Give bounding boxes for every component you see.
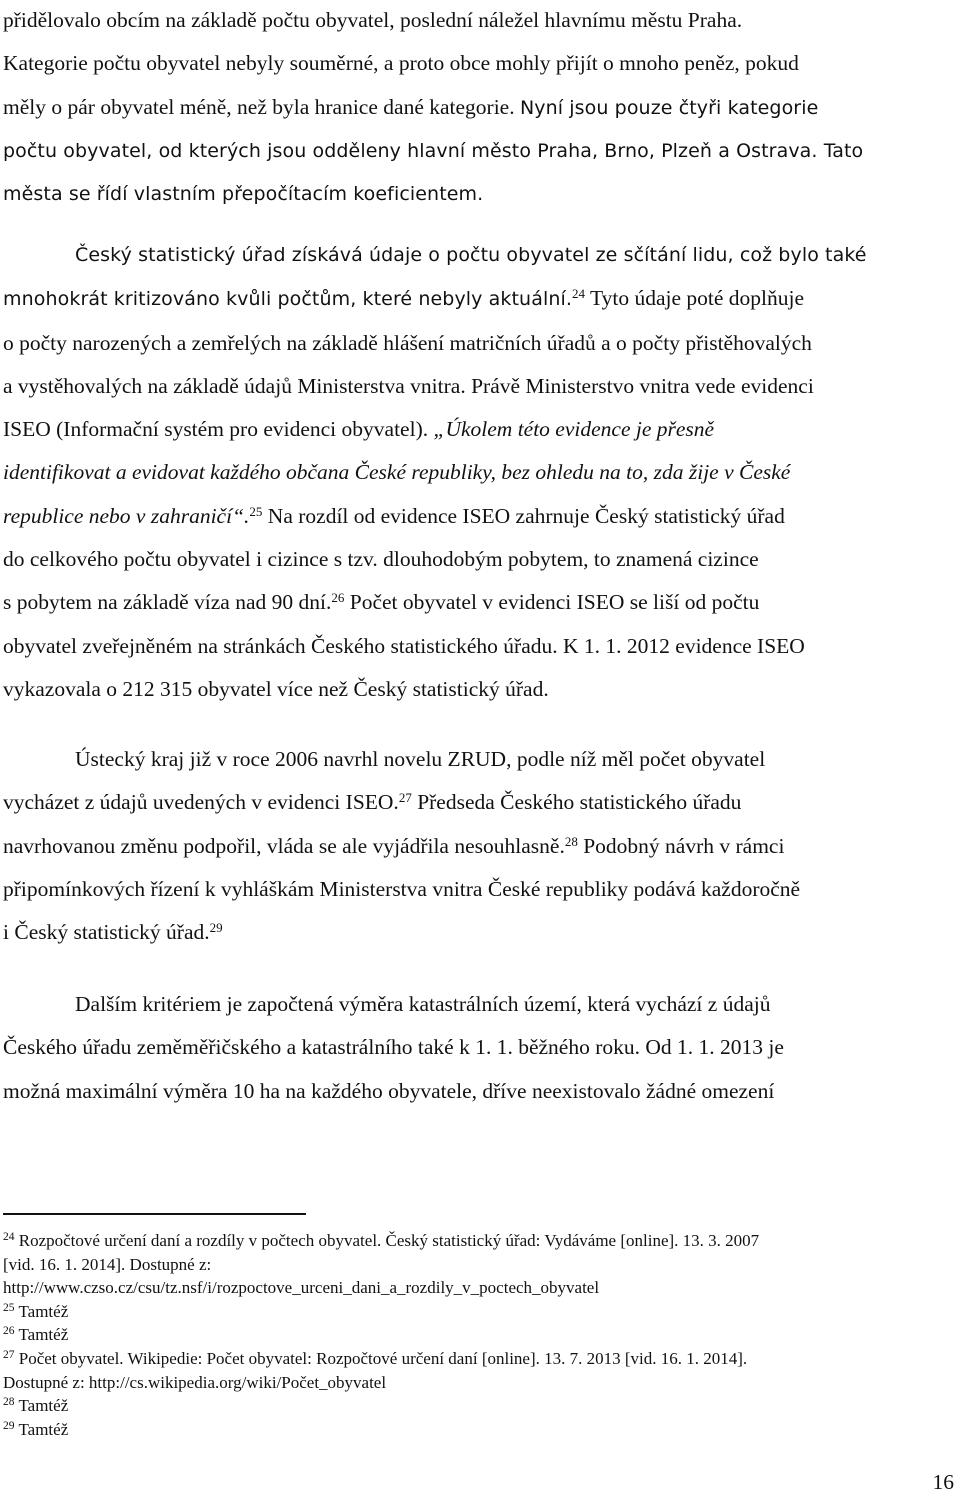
text-span: vycházet z údajů uvedených v evidenci ISEO. — [3, 790, 399, 815]
footnote-number: 28 — [3, 1396, 15, 1409]
text-line — [3, 86, 958, 130]
footnote-ref-29[interactable]: 29 — [209, 920, 223, 936]
text-span: mnohokrát kritizováno kvůli počtům, které nebyly aktuální. — [3, 288, 572, 311]
text-span: Předseda Českého statistického úřadu — [411, 790, 742, 815]
paragraph-3 — [3, 738, 958, 954]
quote-close: “. — [232, 503, 250, 528]
text-line — [3, 581, 958, 624]
text-line: do celkového počtu obyvatel i cizince s tzv. dlouhodobým pobytem, to znamená cizince — [3, 547, 759, 572]
footnote-separator — [3, 1213, 306, 1215]
text-line: Kategorie počtu obyvatel nebyly souměrné, a proto obce mohly přijít o mnoho peněz, pokud — [3, 51, 799, 76]
text-span: Počet obyvatel v evidenci ISEO se liší od počtu — [344, 590, 760, 615]
quote-text: republice nebo v zahraničí — [3, 503, 233, 528]
text-line — [3, 408, 958, 451]
page-number: 16 — [932, 1470, 954, 1494]
text-line: Český statistický úřad získává údaje o počtu obyvatel ze sčítání lidu, což bylo také — [75, 244, 867, 266]
text-span: Tyto údaje poté doplňuje — [584, 286, 805, 311]
text-line: Ústecký kraj již v roce 2006 navrhl novelu ZRUD, podle níž měl počet obyvatel — [75, 747, 766, 771]
text-line: přidělovalo obcím na základě počtu obyvatel, poslední náležel hlavnímu městu Praha. — [3, 8, 743, 32]
paragraph-1 — [3, 0, 958, 216]
text-span: ISEO (Informační systém pro evidenci obyvatel). — [3, 417, 434, 442]
footnote-28 — [3, 1394, 958, 1418]
footnote-ref-24[interactable]: 24 — [571, 286, 585, 302]
paragraph-4 — [3, 983, 958, 1113]
footnote-number: 29 — [3, 1419, 15, 1432]
text-line: města se řídí vlastním přepočítacím koeficientem. — [3, 183, 484, 206]
quote-text: identifikovat a evidovat každého občana České republiky, bez ohledu na to, zda žije v České — [3, 460, 791, 485]
text-line — [3, 495, 958, 538]
text-line: možná maximální výměra 10 ha na každého obyvatele, dříve neexistovalo žádné omezení — [3, 1078, 775, 1103]
text-line — [3, 451, 958, 494]
footnote-ref-25[interactable]: 25 — [249, 503, 263, 519]
text-line: Českého úřadu zeměměřičského a katastrálního také k 1. 1. běžného roku. Od 1. 1. 2013 je — [3, 1035, 784, 1060]
footnote-text: Rozpočtové určení daní a rozdíly v počtech obyvatel. Český statistický úřad: Vydáváme [online]. 13. 3. 2007 — [18, 1231, 760, 1250]
footnote-ref-27[interactable]: 27 — [398, 790, 412, 806]
footnote-text: Počet obyvatel. Wikipedie: Počet obyvatel: Rozpočtové určení daní [online]. 13. 7. 2013 [vid. 16. 1. 2014]. — [18, 1348, 748, 1368]
footnote-27-link[interactable]: Dostupné z: http://cs.wikipedia.org/wiki/Počet_obyvatel — [3, 1372, 387, 1392]
footnote-text: Tamtéž — [18, 1396, 69, 1416]
footnote-26 — [3, 1323, 958, 1347]
paragraph-2 — [3, 234, 958, 711]
text-span: Nyní jsou pouze čtyři kategorie — [519, 96, 819, 119]
footnote-number: 25 — [3, 1301, 15, 1314]
text-line — [3, 365, 958, 408]
footnote-29 — [3, 1418, 958, 1442]
text-line: vykazovala o 212 315 obyvatel více než Český statistický úřad. — [3, 676, 549, 701]
footnote-ref-28[interactable]: 28 — [564, 833, 578, 849]
text-span: a vystěhovalých na základě údajů Ministerstva vnitra. — [3, 373, 472, 398]
text-line — [3, 781, 958, 824]
footnote-25 — [3, 1300, 958, 1324]
text-span: navrhovanou změnu podpořil, vláda se ale vyjádřila nesouhlasně. — [3, 833, 565, 858]
text-span: i Český statistický úřad. — [3, 920, 210, 945]
text-line: o počty narozených a zemřelých na základě hlášení matričních úřadů a o počty přistěhovalých — [3, 330, 812, 355]
footnote-number: 24 — [3, 1231, 15, 1243]
footnote-text: Tamtéž — [18, 1419, 69, 1439]
text-span: s pobytem na základě víza nad 90 dní. — [3, 590, 332, 615]
text-span: Na rozdíl od evidence ISEO zahrnuje Český statistický úřad — [262, 503, 785, 528]
text-line: počtu obyvatel, od kterých jsou odděleny hlavní město Praha, Brno, Plzeň a Ostrava. Tato — [3, 139, 864, 162]
footnote-text: Tamtéž — [18, 1325, 69, 1345]
footnote-24 — [3, 1229, 958, 1253]
footnote-24-link[interactable]: http://www.czso.cz/csu/tz.nsf/i/rozpoctove_urceni_dani_a_rozdily_v_poctech_obyvatel — [3, 1278, 600, 1298]
text-line: obyvatel zveřejněném na stránkách Českého statistického úřadu. K 1. 1. 2012 evidence ISEO — [3, 633, 805, 658]
text-line: Dalším kritériem je započtená výměra katastrálních území, která vychází z údajů — [75, 992, 771, 1016]
text-line — [3, 825, 958, 868]
text-span: Podobný návrh v rámci — [577, 833, 785, 858]
quote-open: „ — [433, 417, 446, 442]
footnote-ref-26[interactable]: 26 — [331, 590, 345, 606]
text-span: měly o pár obyvatel méně, než byla hranice dané kategorie. — [3, 94, 520, 119]
text-line — [3, 911, 958, 954]
quote-text: Úkolem této evidence je přesně — [445, 417, 715, 442]
footnotes — [3, 1229, 958, 1441]
footnote-number: 26 — [3, 1325, 15, 1338]
text-line — [3, 277, 958, 321]
footnote-text: Tamtéž — [18, 1301, 69, 1321]
footnote-number: 27 — [3, 1348, 15, 1361]
footnote-27 — [3, 1347, 958, 1371]
footnote-24-cont: [vid. 16. 1. 2014]. Dostupné z: — [3, 1254, 212, 1274]
text-span: Právě Ministerstvo vnitra vede evidenci — [471, 373, 814, 398]
text-line: připomínkových řízení k vyhláškám Ministerstva vnitra České republiky podává každoročně — [3, 876, 801, 901]
